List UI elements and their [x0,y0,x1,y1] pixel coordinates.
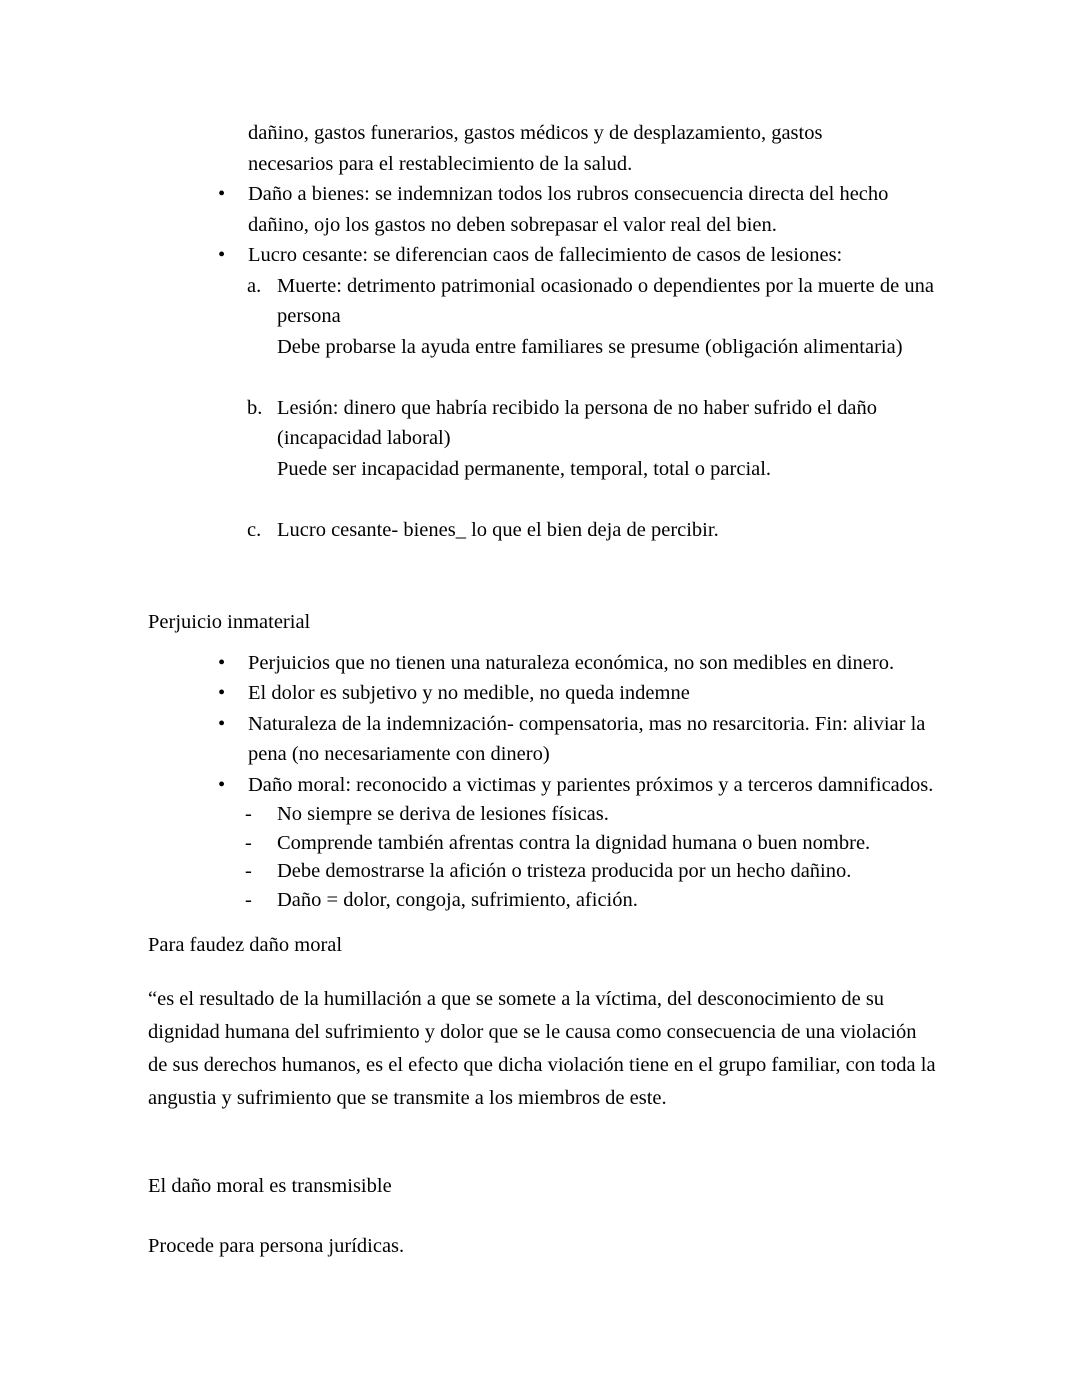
list-item [218,648,938,679]
list-item [245,829,937,858]
list-item [247,393,937,485]
top-bullet-list [148,179,938,271]
continuation-line-1: dañino, gastos funerarios, gastos médicos y de desplazamiento, gastos [248,122,823,144]
list-item-text: Daño = dolor, congoja, sufrimiento, afición. [277,888,638,911]
lettered-list [148,271,938,546]
continuation-paragraph [248,118,938,179]
continuation-line-2: necesarios para el restablecimiento de la salud. [248,152,633,175]
list-item [218,179,938,240]
closing-gap [148,1115,938,1171]
list-item [245,857,937,886]
list-item-text: Lucro cesante: se diferencian caos de fallecimiento de casos de lesiones: [248,244,843,266]
list-item-text: Lucro cesante- bienes_ lo que el bien deja de percibir. [277,518,719,541]
quote-paragraph: “es el resultado de la humillación a que se somete a la víctima, del desconocimiento de su dignidad humana del sufrimiento y dolor que se le causa como consecuencia de una violación de sus derechos humanos, es el efecto que dicha violación tiene en el grupo familiar, con toda la angustia y sufrimiento que se transmite a los miembros de este. [148,987,936,1109]
list-item-text: Perjuicios que no tienen una naturaleza económica, no son medibles en dinero. [248,651,895,674]
list-item-text: Comprende también afrentas contra la dignidad humana o buen nombre. [277,831,871,854]
list-item-subtext: Debe probarse la ayuda entre familiares se presume (obligación alimentaria) [277,335,903,358]
list-item-text: Daño a bienes: se indemnizan todos los rubros consecuencia directa del hecho dañino, ojo los gastos no deben sobrepasar el valor real del bien. [248,183,889,236]
document-body [148,118,938,1262]
closing-line-1: El daño moral es transmisible [148,1174,392,1197]
list-item-text: Daño moral: reconocido a victimas y parientes próximos y a terceros damnificados. [248,773,934,796]
section-gap [148,545,938,607]
letter-marker: a. [247,274,262,297]
dash-icon: - [245,860,252,882]
list-item-text: Debe demostrarse la afición o tristeza producida por un hecho dañino. [277,860,852,882]
bullet-icon: • [218,651,226,674]
bullet-icon: • [218,712,226,735]
bullet-icon: • [218,183,226,205]
list-item [218,240,938,271]
subheading-gap [148,914,938,930]
list-item [247,515,937,546]
section-bullet-list [148,648,938,801]
heading-gap [148,638,938,648]
dash-icon: - [245,831,252,854]
list-item-text: Lesión: dinero que habría recibido la persona de no haber sufrido el daño (incapacidad laboral) [277,396,877,449]
section-heading: Perjuicio inmaterial [148,611,311,633]
bullet-icon: • [218,773,226,796]
list-item [218,709,938,770]
closing-inner-gap [148,1201,938,1231]
bullet-icon: • [218,682,226,704]
bullet-icon: • [218,244,226,266]
letter-marker: b. [247,396,263,419]
list-item-text: No siempre se deriva de lesiones físicas. [277,803,609,825]
spacer [247,362,937,393]
list-item [218,678,938,709]
closing-line-2: Procede para persona jurídicas. [148,1235,405,1257]
list-item-subtext: Puede ser incapacidad permanente, temporal, total o parcial. [277,457,772,480]
list-item-text: El dolor es subjetivo y no medible, no queda indemne [248,682,690,704]
letter-marker: c. [247,518,262,541]
list-item-text: Naturaleza de la indemnización- compensatoria, mas no resarcitoria. Fin: aliviar la pena (no necesariamente con dinero) [248,712,926,765]
dash-icon: - [245,888,252,911]
dash-icon: - [245,803,252,825]
list-item [245,800,937,829]
list-item [218,770,938,801]
list-item [245,886,937,915]
list-item-text: Muerte: detrimento patrimonial ocasionado o dependientes por la muerte de una persona [277,274,934,327]
sub-heading: Para faudez daño moral [148,934,343,956]
dash-list [148,800,938,914]
quote-gap [148,961,938,983]
list-item [247,271,937,363]
spacer [247,484,937,515]
